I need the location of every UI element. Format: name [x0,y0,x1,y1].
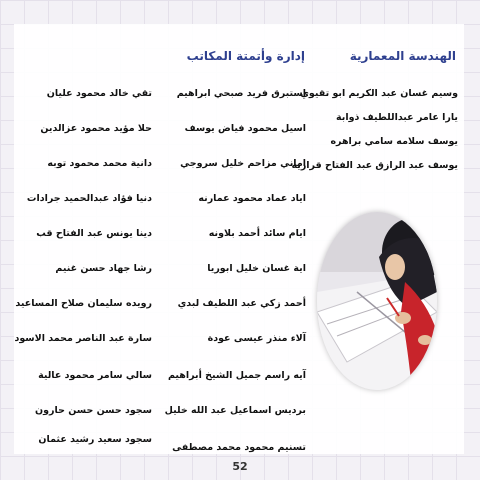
name-item: اية غسان خليل ابوريا [207,263,306,274]
page-number: 52 [232,460,248,473]
name-item: اسيل محمود فياض يوسف [184,123,306,134]
student-drafting-photo [317,212,437,390]
name-item: سارة عبد الناصر محمد الاسود [14,333,152,344]
name-item: يوسف عبد الرازق عبد الفتاح قراريه [291,160,458,171]
name-item: اياد عماد محمود عمارنه [198,193,306,204]
section-heading-architecture: الهندسة المعمارية [349,49,456,63]
name-item: أحمد زكي عبد اللطيف لبدي [177,298,306,309]
name-item: رشا جهاد حسن غنيم [55,263,152,274]
name-item: تسنيم محمود محمد مصطفى [172,442,306,453]
name-item: تقي خالد محمود عليان [46,88,152,99]
name-item: وسيم غسان عبد الكريم ابو تقيوي [300,88,458,99]
name-item: دانية محمد محمود توبه [47,158,152,169]
name-item: سالي سامر محمود عالية [38,370,152,381]
section-heading-office-management: إدارة وأتمتة المكاتب [186,49,305,63]
name-item: آلاء منذر عيسى عودة [207,333,306,344]
name-item: دنيا فؤاد عبدالحميد جرادات [26,193,152,204]
name-item: استبرق فريد صبحي ابراهيم [176,88,306,99]
name-item: ايام سائد أحمد بلاونه [208,228,306,239]
student-drafting-illustration [317,212,437,390]
name-item: يارا عامر عبداللطيف ذوابة [336,112,458,123]
name-item: حلا مؤيد محمود عزالدين [40,123,152,134]
name-item: اماني مزاحم خليل سروجي [180,158,306,169]
name-item: سجود حسن حسن حارون [35,405,152,416]
name-item: برديس اسماعيل عبد الله خليل [164,405,306,416]
name-item: دينا يونس عبد الفتاح قب [36,228,152,239]
name-item: آيه راسم جميل الشيخ أبراهيم [167,370,306,381]
name-item: سجود سعيد رشيد عثمان [38,434,152,445]
name-item: رويده سليمان صلاح المساعيد [15,298,152,309]
name-item: يوسف سلامه سامي براهره [330,136,458,147]
